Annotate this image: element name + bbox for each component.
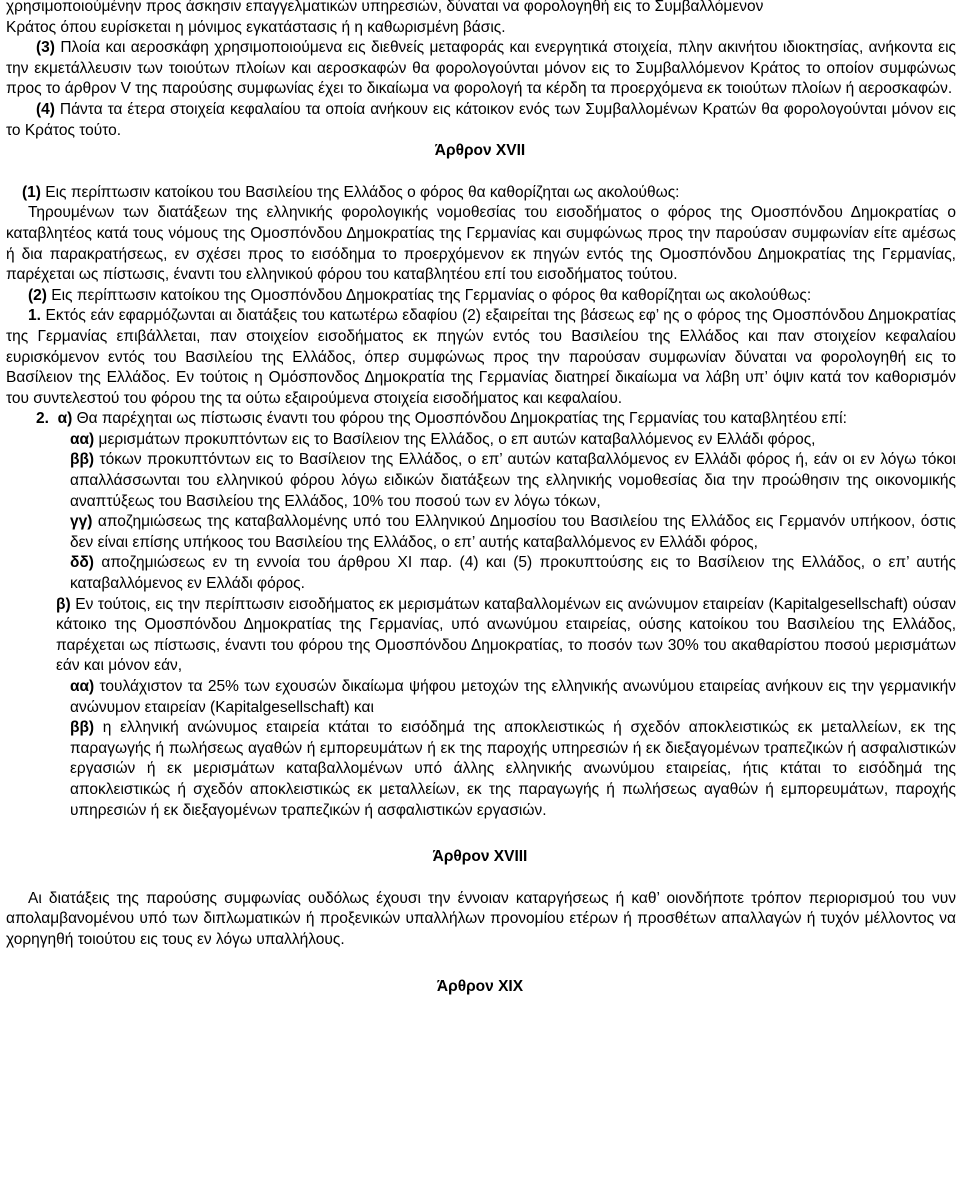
article-17-para-2-item-1 — [0, 306, 960, 409]
subitem-b-bb — [0, 718, 960, 821]
article-17-para-1-lead-text: Εις περίπτωσιν κατοίκου του Βασιλείου της Ελλάδος ο φόρος θα καθορίζηται ως ακολούθως: — [40, 183, 680, 201]
subitem-b-aa-number: αα) — [70, 678, 95, 695]
item-2b-number: β) — [56, 595, 71, 613]
spacer — [0, 868, 960, 889]
item-2-number: 2. — [36, 410, 49, 428]
paragraph-3-text: Πλοία και αεροσκάφη χρησιμοποιούμενα εις διεθνείς μεταφοράς και ενεργητικά στοιχεία, πλην ακινήτου ιδιοκτησίας, ανήκοντα εις την εκμετάλλευσιν των τοιούτων πλοίων και αεροσκαφών θα φορολογούνται μόνον εις το Συμβαλλόμενον Κράτος το οποίον συμφώνως προς το άρθρον V της παρούσης συμφωνίας έχει το δικαίωμα να φορολογή τα κέρδη τα προερχόμενα εκ τοιούτων πλοίων ή αεροσκαφών. — [6, 39, 956, 98]
item-2a-text: Θα παρέχηται ως πίστωσις έναντι του φόρου της Ομοσπόνδου Δημοκρατίας της Γερμανίας του καταβλητέου επί: — [72, 410, 847, 428]
item-2b — [0, 595, 960, 677]
article-17-para-2 — [0, 286, 960, 307]
subitem-gg-number: γγ) — [70, 513, 93, 531]
subitem-b-aa-text: τουλάχιστον τα 25% των εχουσών δικαίωμα ψήφου μετοχών της ελληνικής ανωνύμου εταιρείας ανήκουν εις την γερμανικήν ανώνυμον εταιρείαν (Kapitalgesellschaft) και — [70, 678, 956, 716]
article-17-para-2-item-2a — [0, 409, 960, 430]
spacer — [0, 951, 960, 977]
paragraph-4 — [0, 100, 960, 141]
subitem-bb-text: τόκων προκυπτόντων εις το Βασίλειον της Ελλάδος, ο επ’ αυτών καταβαλλόμενος εν Ελλάδι φόρος ή, εάν οι εν λόγω τόκοι απαλλάσσωνται του ελληνικού φόρου λόγω ειδικών διατάξεων της ελληνικής νομοθεσίας δια την προώθησιν της οικονομικής αναπτύξεως του Βασιλείου της Ελλάδος, 10% του ποσού των εν λόγω τόκων, — [70, 451, 956, 510]
subitem-aa-text: μερισμάτων προκυπτόντων εις το Βασίλειον της Ελλάδος, ο επ αυτών καταβαλλόμενος εν Ελλάδι φόρος, — [94, 430, 816, 448]
subitem-gg-text: αποζημιώσεως της καταβαλλομένης υπό του Ελληνικού Δημοσίου του Βασιλείου της Ελλάδος εις Γερμανόν υπήκοον, όστις δεν είναι επίσης υπήκοος του Βασιλείου της Ελλάδος, ο επ’ αυτής καταβαλλόμενος εν Ελλάδι φόρος, — [70, 513, 956, 551]
subitem-bb — [0, 450, 960, 512]
spacer — [0, 821, 960, 847]
article-18-heading: Άρθρον XVIII — [432, 848, 528, 866]
intro-line-2: Κράτος όπου ευρίσκεται η μόνιμος εγκατάστασις ή η καθωρισμένη βάσις. — [6, 18, 506, 36]
subitem-dd-number: δδ) — [70, 554, 94, 572]
subitem-b-bb-text: η ελληνική ανώνυμος εταιρεία κτάται το εισόδημά της αποκλειστικώς ή σχεδόν αποκλειστικώς εκ μεταλλείων, εκ της παραγωγής ή πωλήσεως αγαθών ή εμπορευμάτων ή εκ της παροχής υπηρεσιών ή εκ διεξαγομένων τραπεζικών ή ασφαλιστικών εργασιών ή εκ μερισμάτων καταβαλλομένων υπό άλλης ελληνικής ανωνύμου εταιρείας, ήτις κτάται το εισόδημά της αποκλειστικώς ή σχεδόν αποκλειστικώς εκ μεταλλείων, εκ της παραγωγής ή πωλήσεως αγαθών ή εμπορευμάτων, παροχής υπηρεσιών ή εκ διεξαγομένων τραπεζικών ή ασφαλιστικών εργασιών. — [70, 719, 956, 819]
subitem-b-bb-number: ββ) — [70, 719, 95, 737]
article-17-para-1-body: Τηρουμένων των διατάξεων της ελληνικής φορολογικής νομοθεσίας του εισοδήματος ο φόρος της Ομοσπόνδου Δημοκρατίας ο καταβλητέος κατά τους νόμους της Ομοσπόνδου Δημοκρατίας της Γερμανίας και συμφώνως προς την παρούσαν συμφωνίαν είτε αμέσως ή δια παρακρατήσεως, εν σχέσει προς το εισόδημα το προερχόμενον εκ πηγών εντός της Ομοσπόνδου Δημοκρατίας της Γερμανίας, παρέχεται ως πίστωσις, έναντι του ελληνικού φόρου του καταβλητέου επί του εισοδήματος τούτου. — [6, 204, 956, 284]
item-2a-number: α) — [57, 410, 73, 428]
subitem-aa-number: αα) — [70, 430, 95, 448]
paragraph-4-text: Πάντα τα έτερα στοιχεία κεφαλαίου τα οποία ανήκουν εις κάτοικον ενός των Συμβαλλομένων Κρατών θα φορολογούνται μόνον εις το Κράτος τούτο. — [6, 100, 956, 139]
subitem-b-aa — [0, 677, 960, 718]
article-17-heading: Άρθρον XVII — [434, 142, 526, 160]
item-2b-text: Εν τούτοις, εις την περίπτωσιν εισοδήματος εκ μερισμάτων καταβαλλομένων εις ανώνυμον εταιρείαν (Kapitalgesellschaft) ούσαν κάτοικο της Ομοσπόνδου Δημοκρατίας της Γερμανίας, υπό ανωνύμου εταιρείας, ούσης κατοίκου του Βασιλείου της Ελλάδος, παρέχεται ως πίστωσις, έναντι του φόρου της Ομοσπόνδου Δημοκρατίας, το ποσόν των 30% του ακαθαρίστου ποσού μερισμάτων εάν και μόνον εάν, — [56, 595, 956, 675]
item-1-text: Εκτός εάν εφαρμόζωνται αι διατάξεις του κατωτέρω εδαφίου (2) εξαιρείται της βάσεως εφ’ ης ο φόρος της Ομοσπόνδου Δημοκρατίας της Γερμανίας επιβάλλεται, παν στοιχείον εισοδήματος εκ πηγών εντός του Βασιλείου της Ελλάδος και παν στοιχείον κεφαλαίου ευρισκόμενον εντός του Βασιλείου της Ελλάδος, όπερ συμφώνως προς την παρούσαν συμφωνίαν δύναται να φορολογηθή εις το Βασίλειον της Ελλάδος. Εν τούτοις η Ομόσπονδος Δημοκρατία της Γερμανίας διατηρεί δικαίωμα να λάβη υπ’ όψιν κατά τον καθορισμόν του συντελεστού του φόρου της τα ούτω εξαιρούμενα στοιχεία εισοδήματος και κεφαλαίου. — [6, 307, 956, 407]
article-17-para-1-lead — [0, 183, 960, 204]
paragraph-4-number: (4) — [36, 100, 55, 118]
intro-line-1: χρησιμοποιούμένην προς άσκησιν επαγγελματικών υπηρεσιών, δύναται να φορολογηθή εις το Συμβαλλόμενον — [6, 0, 764, 15]
article-17-para-2-number: (2) — [28, 286, 47, 304]
article-19-heading: Άρθρον XIX — [436, 977, 524, 995]
spacer — [0, 162, 960, 183]
subitem-dd — [0, 553, 960, 594]
subitem-bb-number: ββ) — [70, 451, 95, 469]
subitem-aa — [0, 430, 960, 451]
paragraph-3-number: (3) — [36, 39, 55, 57]
subitem-dd-text: αποζημιώσεως εν τη εννοία του άρθρου XI παρ. (4) και (5) προκυπτούσης εις το Βασίλειον της Ελλάδος, ο επ’ αυτής καταβαλλόμενος εν Ελλάδι φόρος. — [70, 554, 956, 593]
article-17-para-1-number: (1) — [22, 183, 41, 201]
article-18-body: Αι διατάξεις της παρούσης συμφωνίας ουδόλως έχουσι την έννοιαν καταργήσεως ή καθ’ οιονδήποτε τρόπον περιορισμού του νυν απολαμβανομένου υπό των διπλωματικών ή προξενικών υπαλλήλων προνομίου ετέρων ή προσθέτων απαλλαγών ή τυχόν μέλλοντος να χορηγηθή τοιούτου εις τους εν λόγω υπαλλήλους. — [6, 889, 956, 948]
subitem-gg — [0, 512, 960, 553]
item-1-number: 1. — [28, 307, 41, 325]
article-17-para-2-text: Εις περίπτωσιν κατοίκου της Ομοσπόνδου Δημοκρατίας της Γερμανίας ο φόρος θα καθορίζηται ως ακολούθως: — [46, 286, 812, 304]
paragraph-3 — [0, 38, 960, 100]
